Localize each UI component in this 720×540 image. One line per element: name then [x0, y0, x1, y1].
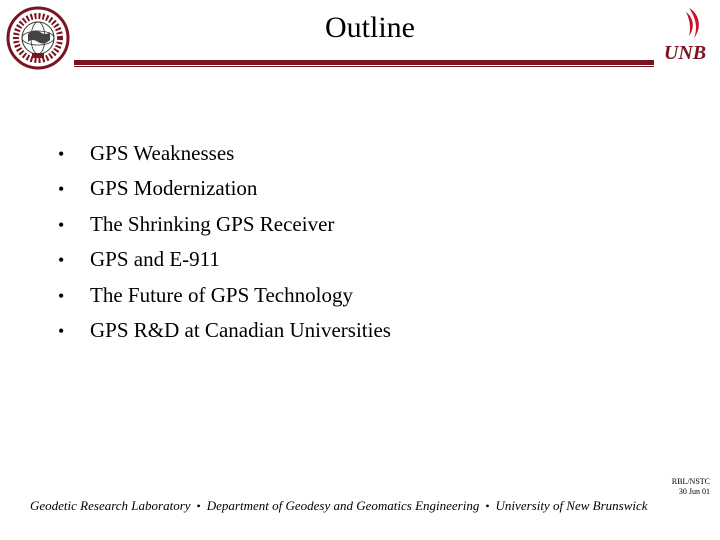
- footer-separator: •: [196, 499, 201, 513]
- header-rule-thin: [74, 66, 654, 67]
- header-rule: [74, 60, 654, 65]
- bullet-dot: •: [58, 214, 65, 235]
- bullet-dot: •: [58, 321, 65, 342]
- list-item-text: The Future of GPS Technology: [90, 282, 353, 307]
- list-item: [58, 242, 391, 277]
- author-code: RBL/NSTC: [671, 477, 710, 486]
- list-item-text: GPS R&D at Canadian Universities: [90, 318, 391, 343]
- unb-logo: [656, 4, 714, 64]
- list-item-text: The Shrinking GPS Receiver: [90, 211, 335, 236]
- slide-meta: [672, 477, 710, 497]
- footer: [30, 498, 648, 514]
- list-item: [58, 136, 391, 171]
- bullet-dot: •: [58, 250, 65, 271]
- unb-logo-text: UNB: [663, 42, 707, 64]
- list-item-text: GPS Weaknesses: [90, 141, 235, 165]
- list-item: [58, 313, 391, 348]
- bullet-dot: •: [58, 179, 65, 200]
- bullet-dot: •: [58, 144, 65, 164]
- list-item: [58, 171, 391, 206]
- outline-list: [58, 136, 391, 348]
- slide-date: 30 Jun 01: [678, 487, 710, 496]
- footer-separator: •: [485, 499, 490, 513]
- unb-sail-icon: [686, 8, 699, 38]
- footer-lab: Geodetic Research Laboratory: [30, 498, 191, 513]
- footer-university: University of New Brunswick: [495, 498, 648, 513]
- bullet-dot: •: [58, 285, 65, 306]
- list-item-text: GPS and E-911: [90, 247, 220, 272]
- list-item-text: GPS Modernization: [90, 176, 258, 201]
- list-item: [58, 278, 391, 313]
- page-title: Outline: [325, 11, 415, 44]
- footer-department: Department of Geodesy and Geomatics Engineering: [206, 498, 480, 513]
- list-item: [58, 207, 391, 242]
